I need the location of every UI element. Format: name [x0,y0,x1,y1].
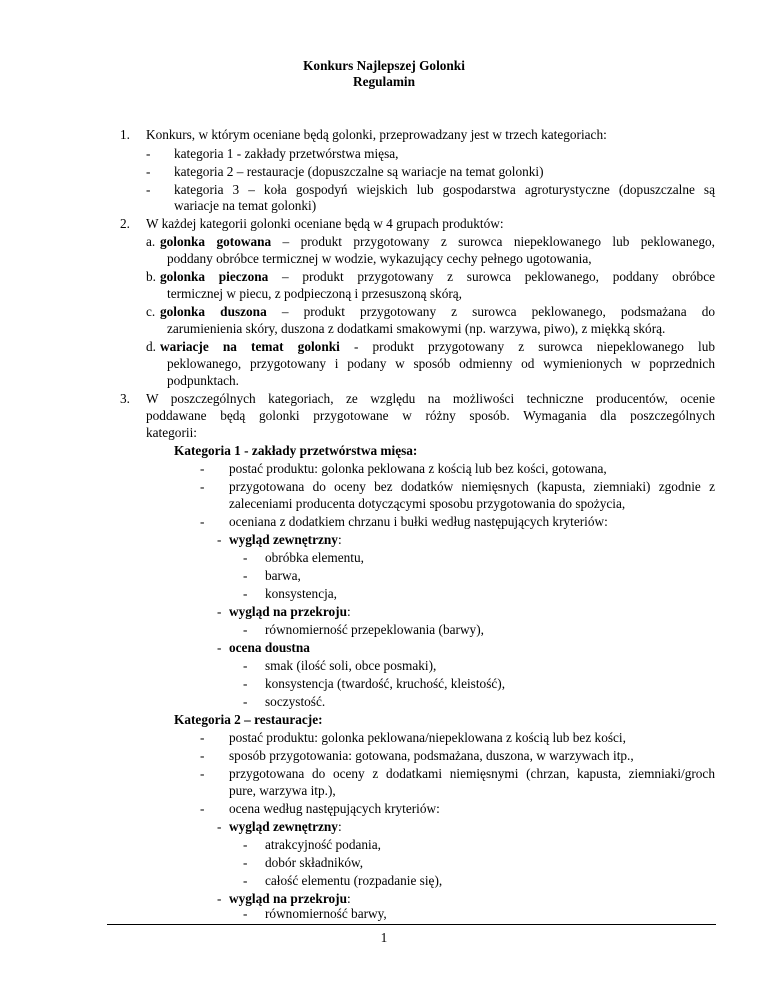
document-title: Konkurs Najlepszej Golonki [303,58,465,73]
cat2-point-3-line-2: pure, warzywa itp.), [229,783,336,798]
cat1-point-3: oceniana z dodatkiem chrzanu i bułki według następujących kryteriów: [229,514,608,529]
group-c-line-2: zarumienienia skóry, duszona z dodatkami smakowymi (np. warzywa, piwo), z miękką skórą. [167,321,666,336]
group-d-term: wariacje na temat golonki [160,339,340,354]
group-b-line-1 [160,269,715,284]
cat1-point-2-line-2: zaleceniami producenta dotyczącymi sposobu przygotowania do spożycia, [229,496,626,511]
cat1-criterion-3-item-3: soczystość. [265,694,326,709]
footer-divider [107,924,716,925]
cat1-criterion-2-item-1: równomierność przepeklowania (barwy), [265,622,484,637]
item-1-number: 1. [120,127,130,142]
cat2-criterion-1 [229,819,342,834]
cat2-point-3-line-1: przygotowana do oceny z dodatkami niemięsnymi (chrzan, kapusta, ziemniaki/groch [229,766,715,781]
cat2-criterion-2-dash: - [217,891,222,906]
cat1-point-2-dash: - [200,479,205,494]
cat2-criterion-2-item-1: równomierność barwy, [265,906,387,921]
category-2-heading: Kategoria 2 – restauracje: [174,712,323,727]
cat1-criterion-2-label: wygląd na przekroju [229,604,347,619]
document-subtitle: Regulamin [352,74,416,89]
item-3-line-2: poddawane będą golonki przygotowane w różny sposób. Wymagania dla poszczególnych [146,408,715,423]
item-1-category-3-line-1: kategoria 3 – koła gospodyń wiejskich lub gospodarstwa agroturystyczne (dopuszczalne są [174,182,715,197]
cat2-point-4: ocena według następujących kryteriów: [229,801,440,816]
group-a-desc: – produkt przygotowany z surowca niepeklowanego lub peklowanego, [271,234,715,249]
sub-dash: - [243,622,248,637]
item-1-text: Konkurs, w którym oceniane będą golonki, przeprowadzany jest w trzech kategoriach: [146,127,607,142]
sub-dash: - [243,550,248,565]
item-3-line-1: W poszczególnych kategoriach, ze względu na możliwości techniczne producentów, ocenie [146,391,715,406]
group-b-line-2: termicznej w piecu, z podpieczoną i przesuszoną skórą, [167,286,462,301]
item-1-dash-2: - [146,164,151,179]
cat1-point-1: postać produktu: golonka peklowana z kością lub bez kości, gotowana, [229,461,607,476]
sub-dash: - [243,855,248,870]
cat2-point-2: sposób przygotowania: gotowana, podsmażana, duszona, w warzywach itp., [229,748,634,763]
sub-dash: - [243,837,248,852]
sub-dash: - [243,658,248,673]
cat2-point-2-dash: - [200,748,205,763]
group-d-line-2: peklowanego, przygotowany i podany w sposób odmienny od wymienionych w poprzednich [167,356,715,371]
cat1-criterion-1-item-1: obróbka elementu, [265,550,364,565]
item-3-line-3: kategorii: [146,425,197,440]
cat1-point-2-line-1: przygotowana do oceny bez dodatków niemięsnych (kapusta, ziemniaki) zgodnie z [229,479,715,494]
cat2-criterion-1-label: wygląd zewnętrzny [229,819,338,834]
cat1-criterion-1 [229,532,342,547]
sub-dash: - [243,873,248,888]
item-1-category-2: kategoria 2 – restauracje (dopuszczalne są wariacje na temat golonki) [174,164,544,179]
cat1-criterion-2 [229,604,351,619]
group-c-term: golonka duszona [160,304,267,319]
colon: : [337,532,342,547]
cat1-criterion-3-dash: - [217,640,222,655]
colon: : [346,891,351,906]
item-1-category-3-line-2: wariacje na temat golonki) [174,198,317,213]
group-c-line-1 [160,304,715,319]
group-d-line-3: podpunktach. [167,373,240,388]
page-number: 1 [380,930,388,945]
cat1-criterion-3-item-1: smak (ilość soli, obce posmaki), [265,658,437,673]
category-1-heading: Kategoria 1 - zakłady przetwórstwa mięsa: [174,443,418,458]
cat1-criterion-1-dash: - [217,532,222,547]
group-b-desc: – produkt przygotowany z surowca peklowanego, poddany obróbce [268,269,716,284]
group-a-letter: a. [146,234,156,249]
group-a-line-2: poddany obróbce termicznej w wodzie, wykazujący cechy pełnego ugotowania, [167,251,592,266]
cat2-point-4-dash: - [200,801,205,816]
item-1-dash-3: - [146,182,151,197]
cat2-criterion-2 [229,891,351,906]
cat1-criterion-1-item-3: konsystencja, [265,586,338,601]
colon: : [337,819,342,834]
item-1-category-1: kategoria 1 - zakłady przetwórstwa mięsa, [174,146,399,161]
item-2-number: 2. [120,216,130,231]
sub-dash: - [243,694,248,709]
sub-dash: - [243,906,248,921]
group-b-letter: b. [146,269,156,284]
group-c-desc: – produkt przygotowany z surowca peklowanego, podsmażana do [266,304,715,319]
cat1-criterion-2-dash: - [217,604,222,619]
group-b-term: golonka pieczona [160,269,269,284]
cat1-criterion-3-item-2: konsystencja (twardość, kruchość, kleistość), [265,676,506,691]
item-1-dash-1: - [146,146,151,161]
group-a-term: golonka gotowana [160,234,272,249]
cat1-point-3-dash: - [200,514,205,529]
group-d-desc: - produkt przygotowany z surowca niepeklowanego lub [339,339,715,354]
cat2-criterion-1-dash: - [217,819,222,834]
cat2-point-1-dash: - [200,730,205,745]
colon: : [346,604,351,619]
sub-dash: - [243,568,248,583]
group-c-letter: c. [146,304,156,319]
cat2-criterion-1-item-1: atrakcyjność podania, [265,837,381,852]
sub-dash: - [243,676,248,691]
cat2-criterion-1-item-3: całość elementu (rozpadanie się), [265,873,443,888]
group-a-line-1 [160,234,715,249]
cat2-criterion-2-label: wygląd na przekroju [229,891,347,906]
cat1-criterion-3-label: ocena doustna [229,640,310,655]
cat1-criterion-1-label: wygląd zewnętrzny [229,532,338,547]
item-2-text: W każdej kategorii golonki oceniane będą w 4 grupach produktów: [146,216,504,231]
cat2-criterion-1-item-2: dobór składników, [265,855,364,870]
cat1-point-1-dash: - [200,461,205,476]
cat2-point-3-dash: - [200,766,205,781]
item-3-number: 3. [120,391,130,406]
cat1-criterion-1-item-2: barwa, [265,568,301,583]
sub-dash: - [243,586,248,601]
cat2-point-1: postać produktu: golonka peklowana/niepeklowana z kością lub bez kości, [229,730,626,745]
group-d-letter: d. [146,339,156,354]
group-d-line-1 [160,339,715,354]
